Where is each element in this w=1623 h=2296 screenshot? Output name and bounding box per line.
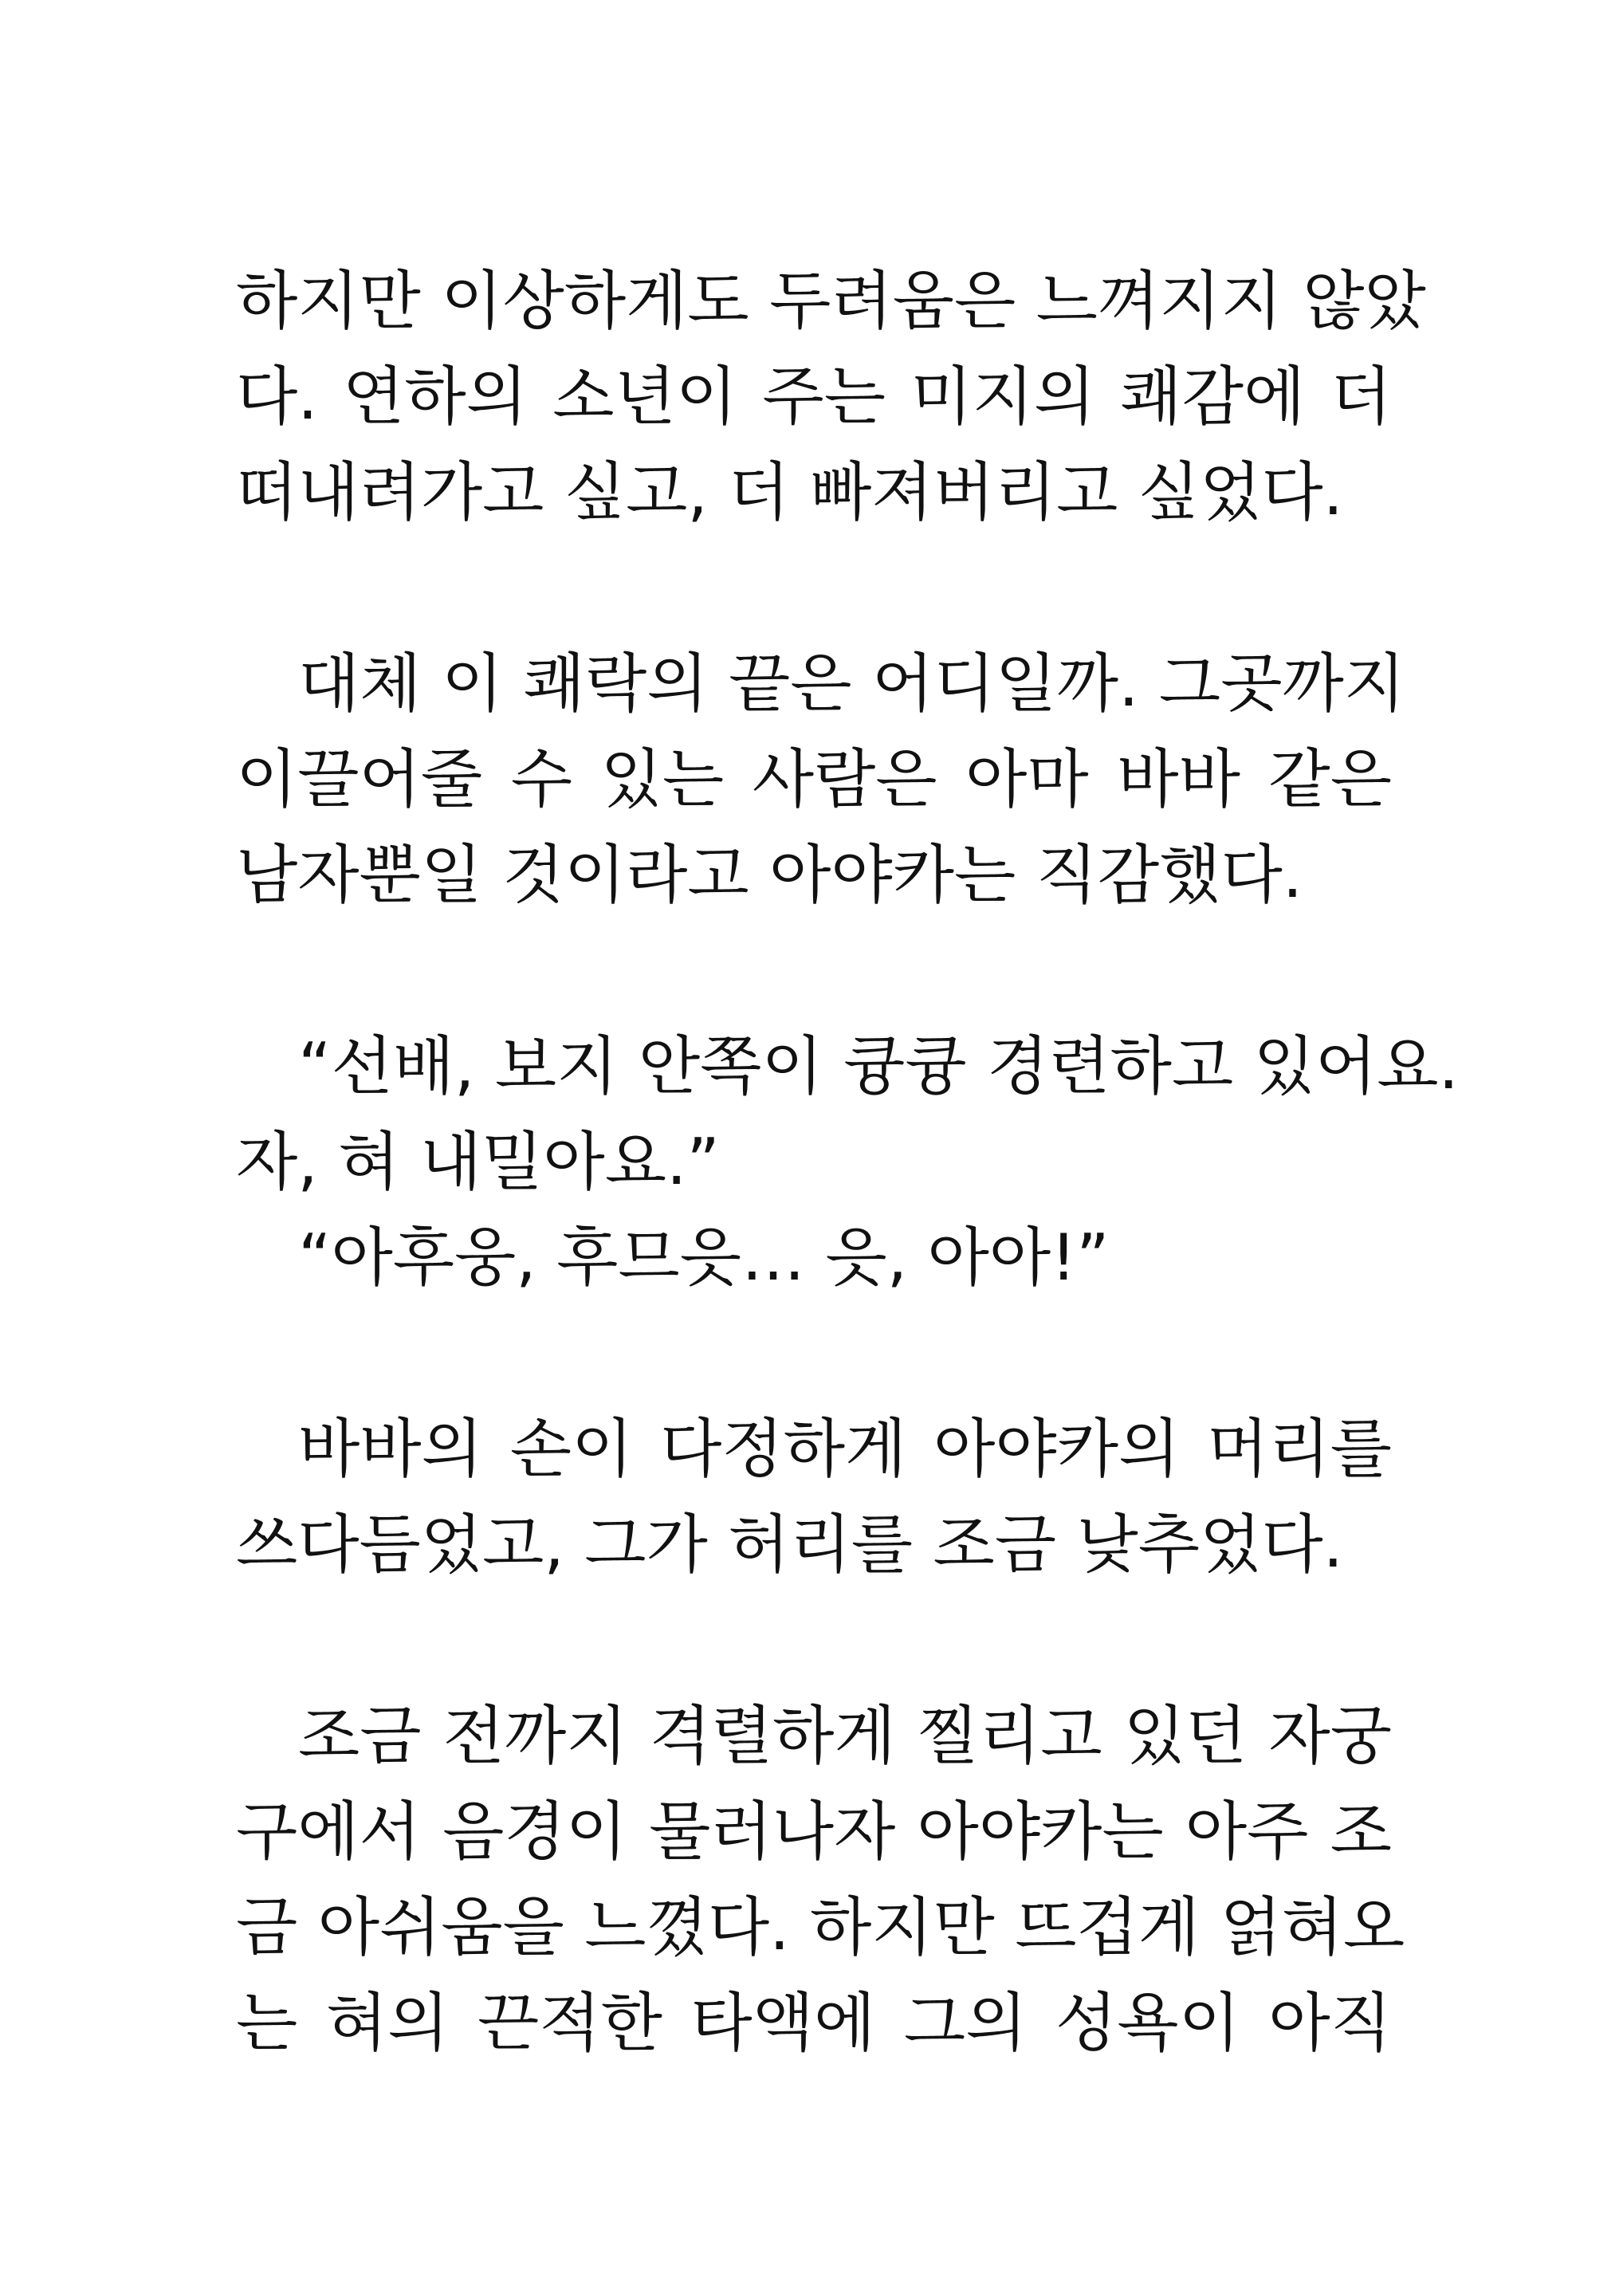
text-line: 조금 전까지 격렬하게 찔리고 있던 자궁 bbox=[298, 1699, 1392, 1773]
text-line: 금 아쉬움을 느꼈다. 하지만 뜨겁게 얽혀오 bbox=[236, 1890, 1405, 1964]
dialogue-line: “선배, 보지 안쪽이 큥큥 경련하고 있어요. bbox=[298, 1029, 1459, 1103]
text-line: 구에서 음경이 물러나자 아야카는 아주 조 bbox=[236, 1795, 1392, 1869]
text-line: 떠내려가고 싶고, 더 빠져버리고 싶었다. bbox=[236, 455, 1344, 529]
text-line: 다. 연하의 소년이 주는 미지의 쾌감에 더 bbox=[236, 360, 1392, 434]
text-line: 대체 이 쾌락의 끝은 어디일까. 그곳까지 bbox=[298, 647, 1406, 721]
text-line: 이끌어줄 수 있는 사람은 아마 바바 같은 bbox=[236, 742, 1392, 816]
text-line: 바바의 손이 다정하게 아야카의 머리를 bbox=[298, 1412, 1392, 1486]
text-line: 는 혀의 끈적한 타액에 그의 성욕이 아직 bbox=[236, 1986, 1392, 2060]
text-line: 남자뿐일 것이라고 아야카는 직감했다. bbox=[236, 838, 1303, 912]
dialogue-line: “아후웅, 후므읏… 읏, 아아!” bbox=[298, 1221, 1110, 1295]
text-line: 하지만 이상하게도 두려움은 느껴지지 않았 bbox=[236, 264, 1426, 338]
dialogue-line: 자, 혀 내밀아요.” bbox=[236, 1125, 720, 1199]
text-line: 쓰다듬었고, 그가 허리를 조금 낮추었다. bbox=[236, 1508, 1344, 1582]
